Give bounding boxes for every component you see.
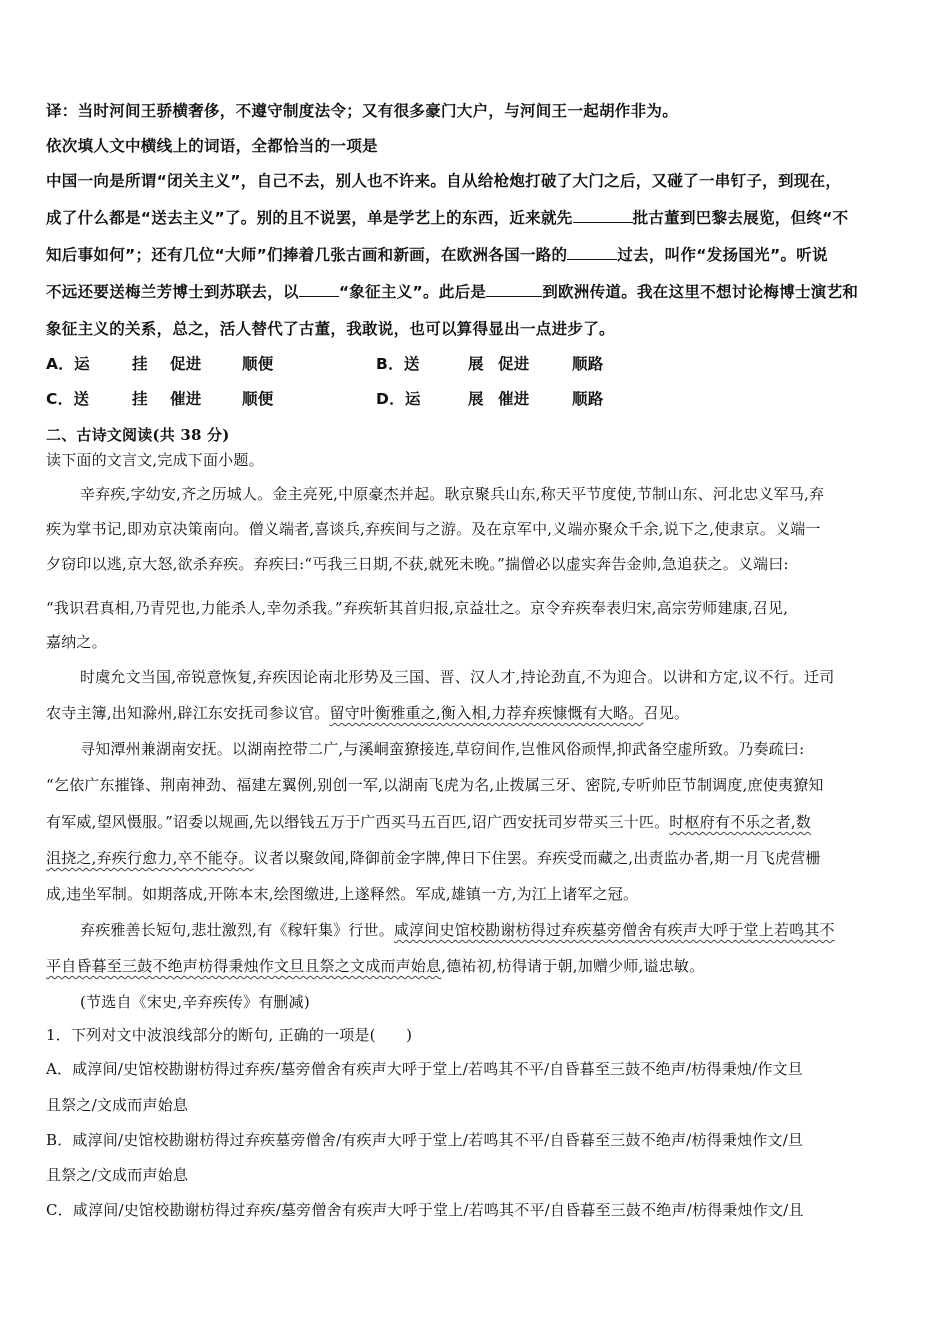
p1-line-4: “我识君真相,乃青兕也,力能杀人,幸勿杀我。”弃疾斩其首归报,京益壮之。京令弃疾奉表归宋,高宗劳师建康,召见, bbox=[46, 599, 789, 617]
p2-line-2: 农寺主簿,出知滁州,辟江东安抚司参议官。留守叶衡雅重之,衡入相,力荐弃疾慷慨有大略。召见。 bbox=[46, 704, 690, 722]
passage-line-2 bbox=[46, 206, 848, 228]
passage-line-3 bbox=[46, 243, 828, 265]
wavy-underline-4: 咸淳间史馆校勘谢枋得过弃疾墓旁僧舍有疾声大呼于堂上若鸣其不 bbox=[393, 921, 835, 939]
p3-line-3: 有军威,望风慑服。”诏委以规画,先以缗钱五万于广西买马五百匹,诏广西安抚司岁带买三十匹。时枢府有不乐之者,数 bbox=[46, 813, 812, 831]
q1-option-a-line-1[interactable]: A．咸淳间/史馆校勘谢枋得过弃疾/墓旁僧舍有疾声大呼于堂上/若鸣其不平/自昏暮至三鼓不绝声/枋得秉烛/作文旦 bbox=[46, 1060, 803, 1078]
passage-line-4 bbox=[46, 280, 858, 302]
passage-text: 到欧洲传道。我在这里不想讨论梅博士演艺和 bbox=[542, 283, 859, 301]
blank-2 bbox=[567, 244, 617, 260]
passage-text: 知后事如何”；还有几位“大师”们捧着几张古画和新画，在欧洲各国一路的 bbox=[46, 246, 568, 264]
wavy-underline-2: 时枢府有不乐之者,数 bbox=[669, 813, 812, 831]
option-a[interactable]: A．运 挂 促进 顺便 bbox=[46, 355, 274, 373]
p3-line-1: 寻知潭州兼湖南安抚。以湖南控带二广,与溪峒蛮獠接连,草窃间作,岂惟风俗顽悍,抑武备空虚所致。乃奏疏曰: bbox=[80, 740, 805, 758]
source-note: (节选自《宋史,辛弃疾传》有删减) bbox=[80, 993, 310, 1011]
p3-line-5: 成,违坐军制。如期落成,开陈本末,绘图缴进,上遂释然。军成,雄镇一方,为江上诸军之冠。 bbox=[46, 885, 639, 903]
passage-text: 不远还要送梅兰芳博士到苏联去，以 bbox=[46, 283, 299, 301]
option-d[interactable]: D．运 展 催进 顺路 bbox=[376, 390, 604, 408]
wavy-underline-3: 沮挠之,弃疾行愈力,卒不能夺。 bbox=[46, 849, 254, 867]
option-c[interactable]: C．送 挂 催进 顺便 bbox=[46, 390, 274, 408]
p4-line-2: 平自昏暮至三鼓不绝声枋得秉烛作文旦且祭之文成而声始息,德祐初,枋得请于朝,加赠少师,谥忠敏。 bbox=[46, 957, 705, 975]
q1-option-b-line-2[interactable]: 且祭之/文成而声始息 bbox=[46, 1166, 189, 1184]
p2-line-1: 时虞允文当国,帝锐意恢复,弃疾因论南北形势及三国、晋、汉人才,持论劲直,不为迎合。以讲和方定,议不行。迁司 bbox=[80, 668, 835, 686]
passage-text: 成了什么都是“送去主义”了。别的且不说罢，单是学艺上的东西，近来就先 bbox=[46, 209, 573, 227]
q1-option-a-line-2[interactable]: 且祭之/文成而声始息 bbox=[46, 1096, 189, 1114]
passage-text: 批古董到巴黎去展览，但终“不 bbox=[632, 209, 849, 227]
blank-4 bbox=[486, 281, 542, 297]
blank-3 bbox=[299, 281, 339, 297]
question-1-stem: 1．下列对文中波浪线部分的断句, 正确的一项是( ) bbox=[46, 1026, 413, 1044]
blank-1 bbox=[573, 207, 633, 223]
section-heading: 二、古诗文阅读(共 38 分) bbox=[46, 426, 230, 444]
instruction: 读下面的文言文,完成下面小题。 bbox=[46, 451, 264, 469]
passage-line-1: 中国一向是所谓“闭关主义”，自己不去，别人也不许来。自从给枪炮打破了大门之后，又碰了一串钉子，到现在， bbox=[46, 172, 842, 190]
p1-line-1: 辛弃疾,字幼安,齐之历城人。金主亮死,中原豪杰并起。耿京聚兵山东,称天平节度使,节制山东、河北忠义军马,弃 bbox=[80, 485, 825, 503]
p1-line-2: 疾为掌书记,即劝京决策南向。僧义端者,喜谈兵,弃疾间与之游。及在京军中,义端亦聚众千余,说下之,使隶京。义端一 bbox=[46, 520, 821, 538]
p3-line-4: 沮挠之,弃疾行愈力,卒不能夺。议者以聚敛闻,降御前金字牌,俾日下住罢。弃疾受而藏之,出责监办者,期一月飞虎营栅 bbox=[46, 849, 821, 867]
p1-line-5: 嘉纳之。 bbox=[46, 633, 107, 651]
wavy-underline-5: 平自昏暮至三鼓不绝声枋得秉烛作文旦且祭之文成而声始息 bbox=[46, 957, 442, 975]
option-b[interactable]: B．送 展 促进 顺路 bbox=[376, 355, 604, 373]
p1-line-3: 夕窃印以逃,京大怒,欲杀弃疾。弃疾曰:“丐我三日期,不获,就死未晚。”揣僧必以虚实奔告金帅,急追获之。义端曰: bbox=[46, 555, 789, 573]
passage-line-5: 象征主义的关系，总之，活人替代了古董，我敢说，也可以算得显出一点进步了。 bbox=[46, 320, 615, 338]
p3-line-2: “乞依广东摧锋、荆南神劲、福建左翼例,别创一军,以湖南飞虎为名,止拨属三牙、密院,专听帅臣节制调度,庶使夷獠知 bbox=[46, 776, 824, 794]
q1-option-c-line-1[interactable]: C．咸淳间/史馆校勘谢枋得过弃疾/墓旁僧舍有疾声大呼于堂上/若鸣其不平/自昏暮至三鼓不绝声/枋得秉烛作文/且 bbox=[46, 1201, 804, 1219]
q1-option-b-line-1[interactable]: B．咸淳间/史馆校勘谢枋得过弃疾墓旁僧舍/有疾声大呼于堂上/若鸣其不平/自昏暮至三鼓不绝声/枋得秉烛作文/旦 bbox=[46, 1131, 804, 1149]
wavy-underline-1: 留守叶衡雅重之,衡入相,力荐弃疾慷慨有大略。 bbox=[329, 704, 644, 722]
p4-line-1: 弃疾雅善长短句,悲壮激烈,有《稼轩集》行世。咸淳间史馆校勘谢枋得过弃疾墓旁僧舍有疾声大呼于堂上若鸣其不 bbox=[80, 921, 835, 939]
question-stem: 依次填人文中横线上的词语，全都恰当的一项是 bbox=[46, 137, 378, 155]
translation-line: 译：当时河间王骄横奢侈，不遵守制度法令；又有很多豪门大户，与河间王一起胡作非为。 bbox=[46, 102, 679, 120]
passage-text: 过去，叫作“发扬国光”。听说 bbox=[617, 246, 828, 264]
passage-text: “象征主义”。此后是 bbox=[338, 283, 487, 301]
